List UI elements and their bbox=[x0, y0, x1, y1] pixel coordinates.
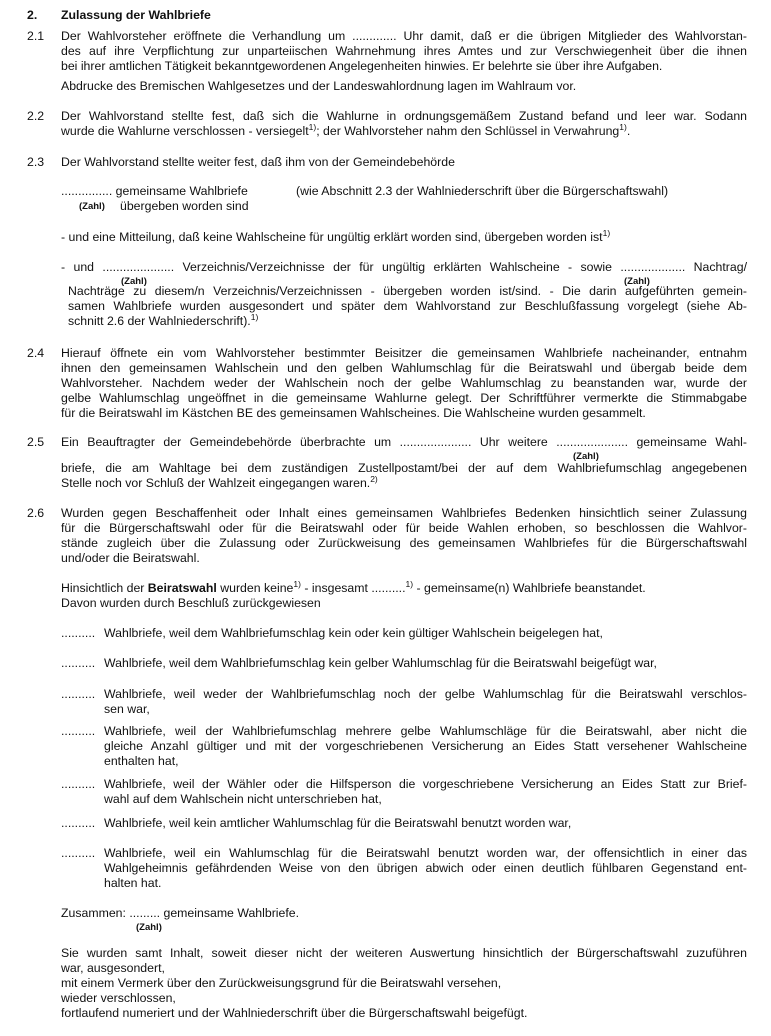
paragraph-2-6-line: Wurden gegen Beschaffenheit oder Inhalt eines gemeinsamen Wahlbriefes Bedenken hinsichtlich seiner Zulassung bbox=[61, 506, 747, 520]
wahlbriefe-count-line: übergeben worden sind bbox=[120, 199, 249, 213]
zahl-label: (Zahl) bbox=[136, 922, 162, 933]
beiratswahl-summary-line2: Davon wurden durch Beschluß zurückgewiesen bbox=[61, 596, 321, 610]
paragraph-number-2-3: 2.3 bbox=[27, 155, 45, 169]
mitteilung-line: - und eine Mitteilung, daß keine Wahlscheine für ungültig erklärt worden sind, übergeben worden ist$^{1)}$ bbox=[61, 227, 611, 244]
rejection-reason: enthalten hat, bbox=[104, 754, 179, 768]
zahl-label: (Zahl) bbox=[624, 276, 650, 287]
footnote-ref: 1) bbox=[405, 578, 414, 589]
rejection-reason: Wahlbriefe, weil der Wähler oder die Hilfsperson die vorgeschriebene Versicherung an Eides Statt zur Brief- bbox=[104, 777, 747, 791]
rejection-reason: halten hat. bbox=[104, 876, 162, 890]
footnote-ref: 1) bbox=[602, 227, 611, 238]
section-title: Zulassung der Wahlbriefe bbox=[61, 8, 211, 22]
footnote-ref: 1) bbox=[250, 311, 259, 322]
rejection-reason: Wahlbriefe, weil dem Wahlbriefumschlag kein gelber Wahlumschlag für die Beiratswahl beigefügt war, bbox=[104, 656, 657, 670]
zahl-label: (Zahl) bbox=[573, 451, 599, 462]
verzeichnis-line: - und ..................... Verzeichnis/Verzeichnisse der für ungültig erklärten Wahlscheine - sowie ................... Nachtrag/ bbox=[61, 260, 747, 274]
paragraph-2-1-line: Der Wahlvorsteher eröffnete die Verhandlung um ............. Uhr damit, daß er die übrigen Mitglieder des Wahlvorstan- bbox=[61, 29, 747, 43]
rejection-reason: sen war, bbox=[104, 702, 150, 716]
paragraph-number-2-6: 2.6 bbox=[27, 506, 45, 520]
rejection-reason: gleiche Anzahl gültiger und mit der vorgeschriebenen Versicherung an Eides Statt versehener Wahlscheine bbox=[104, 739, 747, 753]
count-dots: .......... bbox=[61, 816, 96, 830]
verzeichnis-line: schnitt 2.6 der Wahlniederschrift).$^{1)}$ bbox=[68, 311, 259, 328]
footnote-ref: 1) bbox=[293, 578, 301, 589]
count-dots: .......... bbox=[61, 724, 96, 738]
final-statement-line: wieder verschlossen, bbox=[61, 991, 176, 1005]
count-dots: .......... bbox=[61, 626, 96, 640]
paragraph-2-1-note: Abdrucke des Bremischen Wahlgesetzes und der Landeswahlordnung lagen im Wahlraum vor. bbox=[61, 79, 577, 93]
paragraph-2-1-line: bei ihrer amtlichen Tätigkeit bekanntgewordenen Angelegenheiten hinwies. Er belehrte sie über ihre Aufgaben. bbox=[61, 59, 663, 73]
zahl-label: (Zahl) bbox=[79, 201, 105, 212]
paragraph-2-4-line: Wahlvorsteher. Nachdem weder der Wahlschein noch der gelbe Wahlumschlag zu beanstanden war, wurde der bbox=[61, 376, 747, 390]
paragraph-2-5-line: Stelle noch vor Schluß der Wahlzeit eingegangen waren.$^{2)}$ bbox=[61, 473, 378, 490]
beiratswahl-summary: Hinsichtlich der Beiratswahl wurden keine$^{1)}$ - insgesamt ..........$^{1)}$ - gemeinsame(n) Wahlbriefe beanstandet. bbox=[61, 578, 646, 595]
section-number: 2. bbox=[27, 8, 38, 22]
verzeichnis-line: samen Wahlbriefe wurden ausgesondert und später dem Wahlvorstand zur Beschlußfassung vorgelegt (siehe Ab- bbox=[68, 299, 747, 313]
wahlbriefe-reference: (wie Abschnitt 2.3 der Wahlniederschrift über die Bürgerschaftswahl) bbox=[296, 184, 669, 198]
paragraph-2-5-line: briefe, die am Wahltage bei dem zuständigen Zustellpostamt/bei der auf dem Wahlbriefumschlag angegebenen bbox=[61, 461, 747, 475]
final-statement-line: fortlaufend numeriert und der Wahlniederschrift über die Bürgerschaftswahl beigefügt. bbox=[61, 1006, 528, 1020]
paragraph-2-6-line: und/oder die Beiratswahl. bbox=[61, 551, 200, 565]
paragraph-number-2-4: 2.4 bbox=[27, 346, 45, 360]
paragraph-2-6-line: stände zugleich über die Zulassung oder Zurückweisung des gemeinsamen Wahlbriefes für die Bürgerschaftswahl bbox=[61, 536, 747, 550]
paragraph-2-1-line: des auf ihre Verpflichtung zur unparteiischen Wahrnehmung ihres Amtes und zur Verschwiegenheit über die ihnen bbox=[61, 44, 747, 58]
paragraph-2-4-line: für die Beiratswahl im Kästchen BE des gemeinsamen Wahlscheines. Die Wahlscheine wurden gesammelt. bbox=[61, 406, 646, 420]
count-dots: .......... bbox=[61, 656, 96, 670]
rejection-reason: Wahlbriefe, weil der Wahlbriefumschlag mehrere gelbe Wahlumschläge für die Beiratswahl, aber nicht die bbox=[104, 724, 747, 738]
rejection-reason: Wahlbriefe, weil dem Wahlbriefumschlag kein oder kein gültiger Wahlschein beigelegen hat, bbox=[104, 626, 603, 640]
final-statement-line: mit einem Vermerk über den Zurückweisungsgrund für die Beiratswahl versehen, bbox=[61, 976, 502, 990]
footnote-ref: 2) bbox=[370, 473, 378, 484]
footnote-ref: 1) bbox=[619, 121, 627, 132]
rejection-reason: Wahlgeheimnis gefährdenden Weise von den übrigen abwich oder einen deutlich fühlbaren Gegenstand ent- bbox=[104, 861, 747, 875]
final-statement-line: war, ausgesondert, bbox=[61, 961, 165, 975]
footnote-ref: 1) bbox=[308, 121, 317, 132]
paragraph-number-2-1: 2.1 bbox=[27, 29, 45, 43]
count-dots: .......... bbox=[61, 846, 96, 860]
paragraph-2-5-line: Ein Beauftragter der Gemeindebehörde überbrachte um ..................... Uhr weitere ..................... gemeinsame Wahl- bbox=[61, 435, 747, 449]
rejection-reason: Wahlbriefe, weil ein Wahlumschlag für die Beiratswahl benutzt worden war, der offensichtlich in einer das bbox=[104, 846, 747, 860]
total-line: Zusammen: ......... gemeinsame Wahlbriefe. bbox=[61, 906, 300, 920]
paragraph-2-6-line: für die Bürgerschaftswahl oder für die Beiratswahl oder für beide Wahlen erhoben, so beschlossen die Wahlvor- bbox=[61, 521, 747, 535]
count-dots: .......... bbox=[61, 777, 96, 791]
rejection-reason: Wahlbriefe, weil kein amtlicher Wahlumschlag für die Beiratswahl benutzt worden war, bbox=[104, 816, 572, 830]
paragraph-2-4-line: ihnen den gemeinsamen Wahlschein und den gelben Wahlumschlag für die Beiratswahl und übergab beide dem bbox=[61, 361, 747, 375]
wahlbriefe-count-line: ............... gemeinsame Wahlbriefe bbox=[61, 184, 248, 198]
paragraph-2-4-line: gelbe Wahlumschlag ungeöffnet in die gemeinsame Wahlurne gelegt. Der Schriftführer vermerkte die Stimmabgabe bbox=[61, 391, 747, 405]
rejection-reason: Wahlbriefe, weil weder der Wahlbriefumschlag noch der gelbe Wahlumschlag für die Beiratswahl verschlos- bbox=[104, 687, 747, 701]
paragraph-number-2-2: 2.2 bbox=[27, 109, 45, 123]
paragraph-2-3-intro: Der Wahlvorstand stellte weiter fest, daß ihm von der Gemeindebehörde bbox=[61, 155, 455, 169]
verzeichnis-line: Nachträge zu diesem/n Verzeichnis/Verzeichnissen - übergeben worden ist/sind. - Die darin aufgeführten gemein- bbox=[68, 284, 747, 298]
rejection-reason: wahl auf dem Wahlschein nicht unterschrieben hat, bbox=[104, 792, 382, 806]
paragraph-2-2-line: Der Wahlvorstand stellte fest, daß sich die Wahlurne in ordnungsgemäßem Zustand befand und leer war. Sodann bbox=[61, 109, 747, 123]
paragraph-2-4-line: Hierauf öffnete ein vom Wahlvorsteher bestimmter Beisitzer die gemeinsamen Wahlbriefe nacheinander, entnahm bbox=[61, 346, 747, 360]
final-statement-line: Sie wurden samt Inhalt, soweit dieser nicht der weiteren Auswertung hinsichtlich der Bürgerschaftswahl zuzuführen bbox=[61, 946, 747, 960]
zahl-label: (Zahl) bbox=[121, 276, 147, 287]
paragraph-number-2-5: 2.5 bbox=[27, 435, 45, 449]
count-dots: .......... bbox=[61, 687, 96, 701]
paragraph-2-2-line: wurde die Wahlurne verschlossen - versiegelt$^{1)}$; der Wahlvorsteher nahm den Schlüssel in Verwahrung$^{1)}$. bbox=[61, 121, 631, 138]
